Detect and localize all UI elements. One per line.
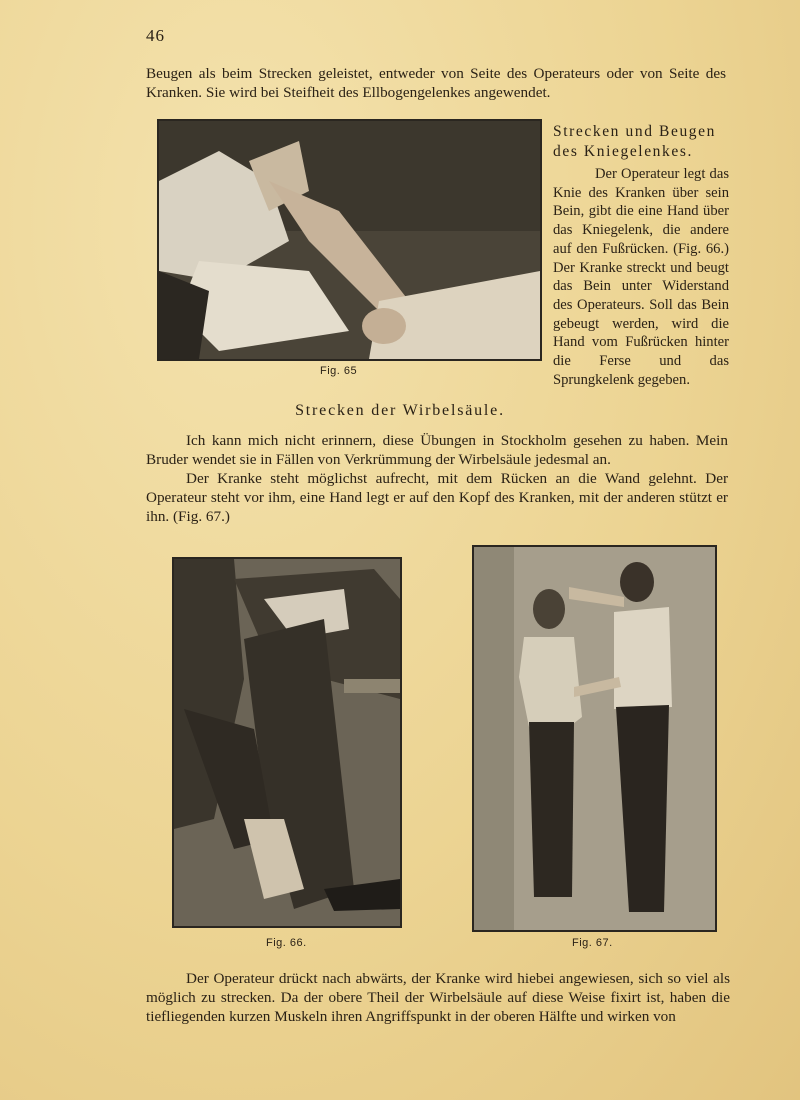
closing-paragraph: Der Operateur drückt nach abwärts, der Kranke wird hiebei angewiesen, sich so viel als möglich zu strecken. Da der obere Theil der Wirbelsäule auf diese Weise fixirt ist, haben die tiefliegenden kurzen Muskeln ihren Angriffspunkt in der oberen Hälfte und wirken von: [146, 970, 730, 1025]
sidebar-paragraph-text: Der Operateur legt das Knie des Kranken über sein Bein, gibt die eine Hand über das Kniegelenk, die andere auf den Fußrücken. (Fig. 66.) Der Kranke streckt und beugt das Bein unter Widerstand des Operateurs. Soll das Bein gebeugt werden, wird die Hand vom Fußrücken hinter die Ferse und das Sprungkelenk gegeben.: [553, 166, 729, 388]
figure-66-caption: Fig. 66.: [266, 937, 307, 949]
closing-text: [146, 969, 730, 1026]
body-text: [146, 431, 728, 526]
figure-66-photo: [172, 557, 402, 928]
spine-exercise-illustration: [474, 547, 715, 930]
intro-paragraph: Beugen als beim Strecken geleistet, entweder von Seite des Operateurs oder von Seite des Kranken. Sie wird bei Steifheit des Ellbogengelenkes angewendet.: [146, 65, 726, 101]
sidebar-heading: Strecken und Beugen des Kniegelenkes.: [553, 123, 716, 160]
knee-exercise-illustration: [174, 559, 400, 926]
body-paragraph-1: Ich kann mich nicht erinnern, diese Übungen in Stockholm gesehen zu haben. Mein Bruder wendet sie in Fällen von Verkrümmung der Wirbelsäule jedesmal an.: [146, 432, 728, 468]
page-number: 46: [146, 26, 165, 45]
section-heading: Strecken der Wirbelsäule.: [295, 402, 505, 419]
figure-65-caption: Fig. 65: [320, 365, 358, 377]
figure-65-photo: [157, 119, 542, 361]
sidebar-paragraph: [553, 165, 729, 389]
elbow-exercise-illustration: [159, 121, 540, 359]
figure-67-caption: Fig. 67.: [572, 937, 613, 949]
figure-67-photo: [472, 545, 717, 932]
body-paragraph-2: Der Kranke steht möglichst aufrecht, mit dem Rücken an die Wand gelehnt. Der Operateur steht vor ihm, eine Hand legt er auf den Kopf des Kranken, mit der anderen stützt er ihn. (Fig. 67.): [146, 470, 728, 525]
